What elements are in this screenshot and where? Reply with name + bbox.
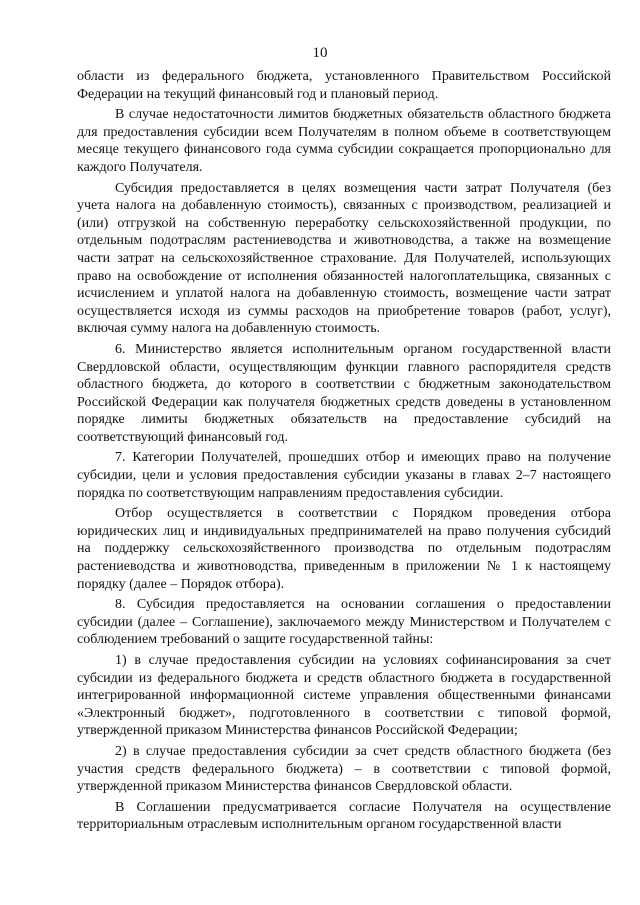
paragraph: области из федерального бюджета, установленного Правительством Российской Федерации на текущий финансовый год и плановый период.	[77, 69, 611, 102]
paragraph: 6. Министерство является исполнительным органом государственной власти Свердловской области, осуществляющим функции главного распорядителя средств областного бюджета, до которого в соответствии с бюджетным законодательством Российской Федерации как получателя бюджетных средств доведены в установленном порядке лимиты бюджетных обязательств на предоставление субсидий на соответствующий финансовый год.	[77, 341, 611, 445]
paragraph: В Соглашении предусматривается согласие Получателя на осуществление территориальным отраслевым исполнительным органом государственной власти	[77, 799, 611, 833]
paragraph: Субсидия предоставляется в целях возмещения части затрат Получателя (без учета налога на добавленную стоимость), связанных с производством, реализацией и (или) отгрузкой на собственную переработку сельскохозяйственной продукции, по отдельным подотраслям растениеводства и животноводства, а также на возмещение части затрат на сельскохозяйственное страхование. Для Получателей, использующих право на освобождение от исполнения обязанностей налогоплательщика, связанных с исчислением и уплатой налога на добавленную стоимость, возмещение части затрат осуществляется исходя из суммы расходов на приобретение товаров (работ, услуг), включая сумму налога на добавленную стоимость.	[77, 180, 611, 337]
paragraph: 7. Категории Получателей, прошедших отбор и имеющих право на получение субсидии, цели и условия предоставления субсидии указаны в главах 2–7 настоящего порядка по соответствующим направлениям предоставления субсидии.	[77, 450, 611, 501]
paragraph: 8. Субсидия предоставляется на основании соглашения о предоставлении субсидии (далее – Соглашение), заключаемого между Министерством и Получателем с соблюдением требований о защите государственной тайны:	[77, 597, 611, 648]
page-number: 10	[312, 45, 328, 61]
paragraph: Отбор осуществляется в соответствии с Порядком проведения отбора юридических лиц и индивидуальных предпринимателей на право получения субсидий на поддержку сельскохозяйственного производства по отдельным подотраслям растениеводства и животноводства, приведенным в приложении № 1 к настоящему порядку (далее – Порядок отбора).	[77, 506, 611, 592]
paragraph: 1) в случае предоставления субсидии на условиях софинансирования за счет субсидии из федерального бюджета и средств областного бюджета в государственной интегрированной информационной системе управления общественными финансами «Электронный бюджет», подготовленного в соответствии с типовой формой, утвержденной приказом Министерства финансов Российской Федерации;	[77, 653, 611, 739]
paragraph: 2) в случае предоставления субсидии за счет средств областного бюджета (без участия средств федерального бюджета) – в соответствии с типовой формой, утвержденной приказом Министерства финансов Свердловской области.	[77, 743, 611, 795]
document-body	[77, 68, 611, 834]
paragraph: В случае недостаточности лимитов бюджетных обязательств областного бюджета для предоставления субсидии всем Получателям в полном объеме в соответствующем месяце текущего финансового года сумма субсидии сокращается пропорционально для каждого Получателя.	[77, 107, 611, 175]
